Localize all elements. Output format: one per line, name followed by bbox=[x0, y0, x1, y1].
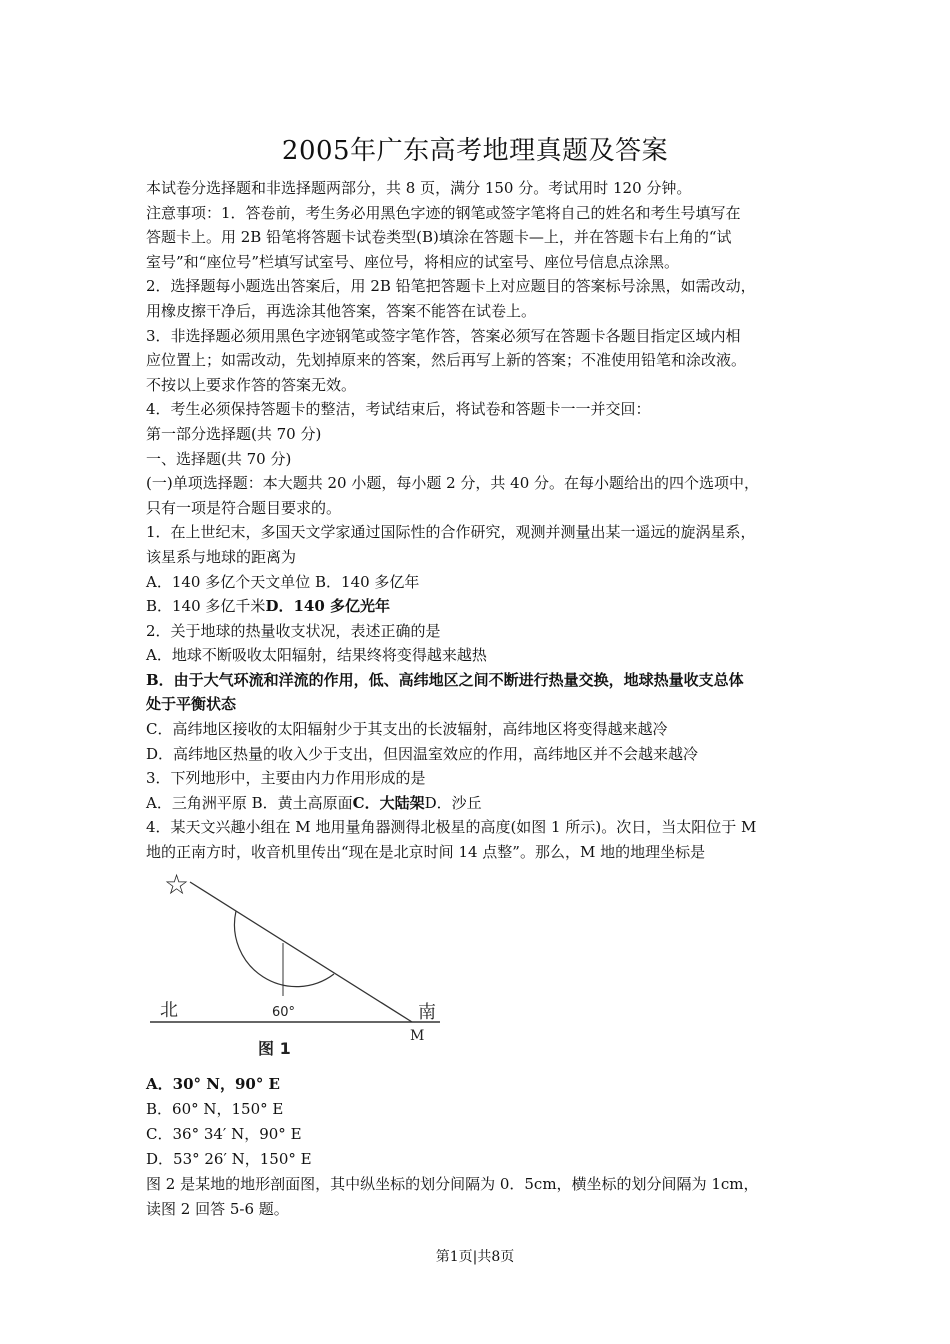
option-d: D．53° 26′ N，150° E bbox=[146, 1150, 312, 1168]
text-line: 不按以上要求作答的答案无效。 bbox=[146, 375, 357, 394]
text-line: 读图 2 回答 5-6 题。 bbox=[146, 1200, 289, 1218]
question-1-options-2 bbox=[146, 594, 826, 619]
page-footer: 第1页|共8页 bbox=[435, 1249, 515, 1265]
question-3-options bbox=[146, 791, 826, 816]
sight-line bbox=[190, 882, 412, 1022]
text-line: 答题卡上。用 2B 铅笔将答题卡试卷类型(B)填涂在答题卡—上，并在答题卡右上角的“试 bbox=[146, 228, 732, 247]
figure-1-protractor bbox=[150, 866, 450, 1066]
option-a-answer: A．30° N，90° E bbox=[146, 1075, 280, 1093]
question-4: 4．某天文兴趣小组在 M 地用量角器测得北极星的高度(如图 1 所示)。次日，当太阳位于 M bbox=[146, 818, 757, 837]
south-label: 南 bbox=[418, 1002, 436, 1023]
angle-label: 60° bbox=[272, 1005, 296, 1020]
text-line: 图 2 是某地的地形剖面图，其中纵坐标的划分间隔为 0．5cm，横坐标的划分间隔为 1cm， bbox=[146, 1175, 759, 1193]
text-line: 2．选择题每小题选出答案后，用 2B 铅笔把答题卡上对应题目的答案标号涂黑，如需改动， bbox=[146, 277, 756, 296]
text-line: 只有一项是符合题目要求的。 bbox=[146, 498, 342, 517]
text-line: 地的正南方时，收音机里传出“现在是北京时间 14 点整”。那么，M 地的地理坐标是 bbox=[146, 843, 706, 862]
text-line: 3．非选择题必须用黑色字迹钢笔或签字笔作答，答案必须写在答题卡各题目指定区域内相 bbox=[146, 326, 741, 345]
figure-caption: 图 1 bbox=[258, 1039, 291, 1058]
page-total: 8 bbox=[491, 1249, 501, 1265]
text-line: (一)单项选择题：本大题共 20 小题，每小题 2 分，共 40 分。在每小题给出的四个选项中， bbox=[146, 474, 760, 493]
text-line: 注意事项：1．答卷前，考生务必用黑色字迹的钢笔或签字笔将自己的姓名和考生号填写在 bbox=[146, 203, 741, 222]
point-m-label: M bbox=[410, 1028, 425, 1044]
text-line: 用橡皮擦干净后，再选涂其他答案，答案不能答在试卷上。 bbox=[146, 301, 537, 320]
option-c: C．36° 34′ N，90° E bbox=[146, 1125, 302, 1143]
option-d: D．沙丘 bbox=[424, 793, 482, 812]
option-b-answer-cont: 处于平衡状态 bbox=[146, 695, 237, 714]
page-number: 1 bbox=[449, 1249, 459, 1265]
option-d-answer: D．140 多亿光年 bbox=[265, 597, 390, 616]
text-line: 室号”和“座位号”栏填写试室号、座位号，将相应的试室号、座位号信息点涂黑。 bbox=[146, 252, 680, 271]
question-1: 1．在上世纪末，多国天文学家通过国际性的合作研究，观测并测量出某一遥远的旋涡星系， bbox=[146, 523, 756, 542]
text-line: 该星系与地球的距离为 bbox=[146, 547, 297, 566]
option-b-answer: B．由于大气环流和洋流的作用，低、高纬地区之间不断进行热量交换，地球热量收支总体 bbox=[146, 670, 744, 689]
question-3: 3．下列地形中，主要由内力作用形成的是 bbox=[146, 769, 426, 788]
question-4-options bbox=[146, 1072, 826, 1222]
section-heading: 一、选择题(共 70 分) bbox=[146, 449, 292, 468]
question-1-options: A．140 多亿个天文单位 B．140 多亿年 bbox=[146, 572, 420, 591]
option-ab: A．三角洲平原 B．黄土高原面 bbox=[146, 793, 353, 812]
section-heading: 第一部分选择题(共 70 分) bbox=[146, 424, 322, 443]
star-icon: ☆ bbox=[164, 868, 190, 901]
option-c: C．高纬地区接收的太阳辐射少于其支出的长波辐射，高纬地区将变得越来越冷 bbox=[146, 720, 668, 739]
text-line: 4．考生必须保持答题卡的整洁，考试结束后，将试卷和答题卡一一并交回： bbox=[146, 400, 651, 419]
text-line: 应位置上；如需改动，先划掉原来的答案，然后再写上新的答案；不准使用铅笔和涂改液。 bbox=[146, 351, 747, 370]
option-c-answer: C．大陆架 bbox=[352, 793, 425, 812]
north-label: 北 bbox=[160, 1000, 178, 1021]
option-d: D．高纬地区热量的收入少于支出，但因温室效应的作用，高纬地区并不会越来越冷 bbox=[146, 744, 699, 763]
text-line: 本试卷分选择题和非选择题两部分，共 8 页，满分 150 分。考试用时 120 分钟。 bbox=[146, 179, 692, 197]
option-b: B．60° N，150° E bbox=[146, 1100, 284, 1118]
protractor-arc bbox=[234, 911, 334, 987]
question-2: 2．关于地球的热量收支状况，表述正确的是 bbox=[146, 621, 441, 640]
option-b: B．140 多亿千米 bbox=[146, 597, 266, 616]
page-title: 2005年广东高考地理真题及答案 bbox=[281, 136, 669, 166]
option-a: A．地球不断吸收太阳辐射，结果终将变得越来越热 bbox=[146, 646, 487, 665]
document-body bbox=[146, 176, 826, 865]
